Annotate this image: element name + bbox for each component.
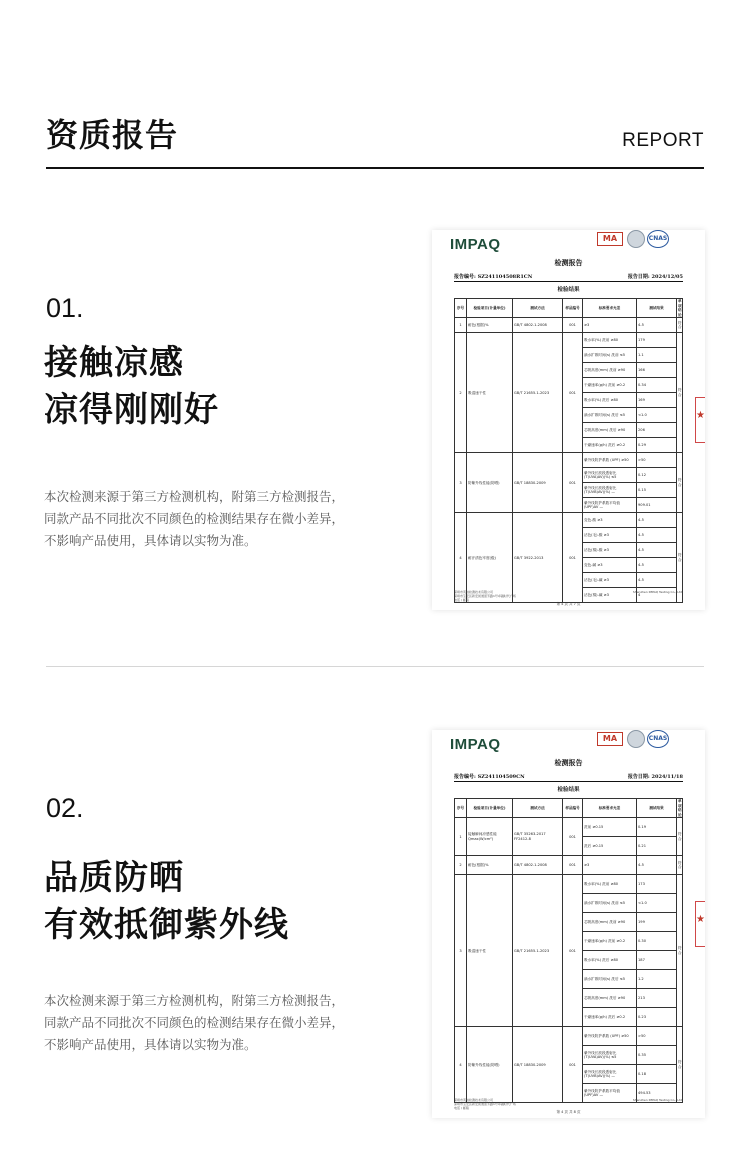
- report-footer: [454, 1098, 683, 1110]
- cell-method: GB/T 18830-2009: [513, 1027, 563, 1103]
- cell-result: >50: [637, 1027, 677, 1046]
- cell-requirement: ≥3: [583, 318, 637, 333]
- description-line-3: 不影响产品使用，具体请以实物为准。: [44, 1037, 257, 1052]
- cell-requirement: 紫外线长波段透射比 (T(UVB)AV)(%) —: [583, 483, 637, 498]
- ilac-mark-icon: [627, 730, 645, 748]
- cell-item: 吸湿速干性: [467, 333, 513, 453]
- cell-method: GB/T 4802.1-2008: [513, 318, 563, 333]
- cell-result: 4-5: [637, 528, 677, 543]
- cell-requirement: 滴水扩散时间(s) 洗后 ≤5: [583, 970, 637, 989]
- cell-conclusion: 符合: [677, 1027, 683, 1103]
- cell-method: GB/T 18830-2009: [513, 453, 563, 513]
- report-title: 检测报告: [554, 758, 583, 767]
- column-header: 测试方法: [513, 799, 563, 818]
- column-header: 单项结论: [678, 299, 682, 317]
- cell-result: 166: [637, 363, 677, 378]
- cell-sample: 001: [563, 1027, 583, 1103]
- test-report-image: [432, 230, 705, 610]
- cell-requirement: 变色-酸 ≥3: [583, 513, 637, 528]
- cell-result: 179: [637, 333, 677, 348]
- cell-requirement: 干燥速率(g/h) 洗后 ≥0.2: [583, 438, 637, 453]
- cell-requirement: 变色-碱 ≥3: [583, 558, 637, 573]
- footer-line: 深圳市宝安区新安街道留芳路1号卓越时代广场: [454, 594, 516, 598]
- page-header: [46, 0, 704, 170]
- cell-number: 3: [455, 875, 467, 1027]
- cell-method: GB/T 21655.1-2023: [513, 333, 563, 453]
- cell-requirement: 滴水扩散时间(s) 洗后 ≤5: [583, 408, 637, 423]
- test-report-image: [432, 730, 705, 1118]
- ilac-mark-icon: [627, 230, 645, 248]
- table-row: [455, 453, 683, 468]
- cell-number: 2: [455, 856, 467, 875]
- table-row: [455, 318, 683, 333]
- star-icon: ★: [696, 410, 705, 422]
- cell-requirement: 芯吸高度(mm) 洗后 ≥90: [583, 423, 637, 438]
- footer-line: 深圳市宝安区新安街道留芳路1号卓越时代广场: [454, 1102, 516, 1106]
- cell-requirement: ≥3: [583, 856, 637, 875]
- results-title: 检验结果: [557, 787, 580, 793]
- cell-requirement: 滴水扩散时间(s) 洗前 ≤5: [583, 894, 637, 913]
- cell-requirement: 芯吸高度(mm) 洗后 ≥90: [583, 989, 637, 1008]
- cell-requirement: 芯吸高度(mm) 洗前 ≥90: [583, 913, 637, 932]
- table-row: [455, 1027, 683, 1046]
- cell-conclusion: 符合: [677, 875, 683, 1027]
- report-number: 报告编号: SZ24110450​8R1CN: [454, 274, 533, 280]
- cell-result: 4-5: [637, 513, 677, 528]
- cell-sample: 001: [563, 318, 583, 333]
- cell-sample: 001: [563, 818, 583, 856]
- cell-method: GB/T 3922-2013: [513, 513, 563, 603]
- cell-result: 169: [637, 393, 677, 408]
- column-header: 标准要求允差: [583, 299, 637, 318]
- footer-line: 电话 / 邮箱: [454, 1106, 469, 1110]
- cell-item: 防紫外线性能(防晒): [467, 453, 513, 513]
- cell-item: 防紫外线性能(防晒): [467, 1027, 513, 1103]
- description-line-1: 本次检测来源于第三方检测机构，附第三方检测报告，: [44, 489, 345, 504]
- cell-requirement: 吸水率(%) 洗前 ≥80: [583, 333, 637, 348]
- cell-item: 耐色(根据)%: [467, 856, 513, 875]
- cell-conclusion: 符合: [677, 513, 683, 603]
- cnas-mark-icon: CNAS: [647, 730, 669, 748]
- table-row: [455, 856, 683, 875]
- cell-method: GB/T 4802.1-2008: [513, 856, 563, 875]
- star-icon: ★: [696, 913, 705, 925]
- cell-requirement: 紫外线防护系数平均值 (UPF)AV —: [583, 498, 637, 513]
- report-number: 报告编号: SZ24110450​9CN: [454, 774, 525, 780]
- cell-requirement: 吸水率(%) 洗前 ≥80: [583, 875, 637, 894]
- cell-sample: 001: [563, 513, 583, 603]
- section-number: 01.: [46, 293, 84, 323]
- page-title: 资质报告: [46, 116, 179, 154]
- cell-result: 0.18: [637, 1065, 677, 1084]
- results-title: 检验结果: [557, 287, 580, 293]
- cell-requirement: 紫外线防护系数 (UPF) ≥50: [583, 1027, 637, 1046]
- cell-requirement: 紫外线防护系数 (UPF) ≥50: [583, 453, 637, 468]
- description-line-2: 同款产品不同批次不同颜色的检测结果存在微小差异，: [44, 511, 345, 526]
- cell-requirement: 干燥速率(g/h) 洗前 ≥0.2: [583, 378, 637, 393]
- table-row: [455, 875, 683, 894]
- cell-requirement: 沾色(棉)-碱 ≥3: [583, 588, 637, 603]
- cell-sample: 001: [563, 453, 583, 513]
- seal-stamp: [695, 901, 705, 947]
- impaq-logo: IMPAQ: [450, 236, 501, 253]
- report-date: 报告日期: 2024/12/05: [627, 274, 683, 280]
- cell-requirement: 洗后 ≥0.15: [583, 837, 637, 856]
- footer-company-en: Shenzhen IMPAQ Testing Co., Ltd.: [632, 590, 683, 594]
- description-line-2: 同款产品不同批次不同颜色的检测结果存在微小差异，: [44, 1015, 345, 1030]
- cell-requirement: 洗前 ≥0.15: [583, 818, 637, 837]
- cell-result: 1.1: [637, 348, 677, 363]
- column-header: 样品编号: [563, 299, 583, 318]
- cma-mark-icon: MA: [597, 732, 623, 746]
- results-table: [454, 798, 683, 1103]
- cell-conclusion: 符合: [677, 818, 683, 856]
- cma-mark-icon: MA: [597, 232, 623, 246]
- cell-requirement: 紫外线长波段透射比 (T(UVA)AV)(%) ≤5: [583, 468, 637, 483]
- cell-requirement: 沾色(棉)-酸 ≥3: [583, 543, 637, 558]
- cell-number: 4: [455, 1027, 467, 1103]
- cell-item: 吸湿速干性: [467, 875, 513, 1027]
- footer-line: 深圳市英柏检测技术有限公司: [454, 1098, 494, 1102]
- cell-result: 0.35: [637, 1046, 677, 1065]
- report-meta: [454, 773, 683, 780]
- cell-result: 4-5: [637, 558, 677, 573]
- cell-number: 1: [455, 818, 467, 856]
- cell-requirement: 沾色(毛)-酸 ≥3: [583, 528, 637, 543]
- report-rule: [454, 781, 683, 782]
- table-header-row: [455, 799, 683, 818]
- section-headline: [44, 340, 219, 434]
- cell-result: 0.21: [637, 837, 677, 856]
- table-row: [455, 513, 683, 528]
- header-rule: [46, 167, 704, 169]
- footer-line: 电话 / 邮箱: [454, 598, 469, 602]
- cell-item: 耐色(根据)%: [467, 318, 513, 333]
- cell-sample: 001: [563, 875, 583, 1027]
- cell-result: 0.15: [637, 483, 677, 498]
- cell-requirement: 紫外线长波段透射比 (T(UVA)AV)(%) ≤5: [583, 1046, 637, 1065]
- table-row: [455, 333, 683, 348]
- headline-line-2: 凉得刚刚好: [44, 390, 219, 430]
- cell-conclusion: 符合: [677, 856, 683, 875]
- column-header: 测试方法: [513, 299, 563, 318]
- cell-result: 0.34: [637, 378, 677, 393]
- results-table: [454, 298, 683, 603]
- report-footer: [454, 590, 683, 602]
- cell-result: <1.0: [637, 894, 677, 913]
- cell-sample: 001: [563, 333, 583, 453]
- report-date: 报告日期: 2024/11/18: [627, 774, 683, 780]
- table-row: [455, 818, 683, 837]
- section-headline: [44, 855, 289, 949]
- cell-requirement: 干燥速率(g/h) 洗后 ≥0.2: [583, 1008, 637, 1027]
- cell-result: 1.2: [637, 970, 677, 989]
- cell-conclusion: 符合: [677, 453, 683, 513]
- report-rule: [454, 281, 683, 282]
- description-line-3: 不影响产品使用，具体请以实物为准。: [44, 533, 257, 548]
- column-header: 测试结果: [637, 799, 677, 818]
- cell-number: 2: [455, 333, 467, 453]
- cell-conclusion: 符合: [677, 318, 683, 333]
- cell-item: 耐汗渍色牢度(级): [467, 513, 513, 603]
- cell-number: 3: [455, 453, 467, 513]
- cell-sample: 001: [563, 856, 583, 875]
- report-meta: [454, 273, 683, 280]
- cell-result: <1.0: [637, 408, 677, 423]
- section-description: [44, 990, 394, 1056]
- cell-result: 909.01: [637, 498, 677, 513]
- cell-requirement: 沾色(毛)-碱 ≥3: [583, 573, 637, 588]
- section-number: 02.: [46, 793, 84, 823]
- column-header: 检验项目(计量单位): [467, 799, 513, 818]
- cell-result: 206: [637, 423, 677, 438]
- cell-result: 199: [637, 913, 677, 932]
- cell-number: 4: [455, 513, 467, 603]
- cell-method: GB/T 35263-2017 FF2412-8: [513, 818, 563, 856]
- cell-requirement: 芯吸高度(mm) 洗前 ≥90: [583, 363, 637, 378]
- cell-result: 0.12: [637, 468, 677, 483]
- column-header: 检验项目(计量单位): [467, 299, 513, 318]
- table-header-row: [455, 299, 683, 318]
- cell-result: 4-5: [637, 543, 677, 558]
- cell-item: 接触瞬间凉感性能 Qmax(W/cm²): [467, 818, 513, 856]
- section-description: [44, 486, 394, 552]
- cell-requirement: 干燥速率(g/h) 洗前 ≥0.2: [583, 932, 637, 951]
- cell-result: 494.53: [637, 1084, 677, 1103]
- cell-result: 187: [637, 951, 677, 970]
- cell-method: GB/T 21655.1-2023: [513, 875, 563, 1027]
- cell-result: 4: [637, 588, 677, 603]
- headline-line-2: 有效抵御紫外线: [44, 905, 289, 945]
- cell-number: 1: [455, 318, 467, 333]
- column-header: 测试结果: [637, 299, 677, 318]
- footer-line: 深圳市英柏检测技术有限公司: [454, 590, 494, 594]
- column-header: 序号: [455, 799, 467, 818]
- cell-result: 173: [637, 875, 677, 894]
- cell-requirement: 吸水率(%) 洗后 ≥80: [583, 951, 637, 970]
- cell-result: 213: [637, 989, 677, 1008]
- cell-result: 0.23: [637, 1008, 677, 1027]
- description-line-1: 本次检测来源于第三方检测机构，附第三方检测报告，: [44, 993, 345, 1008]
- cell-requirement: 紫外线长波段透射比 (T(UVB)AV)(%) —: [583, 1065, 637, 1084]
- column-header: 标准要求允差: [583, 799, 637, 818]
- report-title: 检测报告: [554, 258, 583, 267]
- section-divider: [46, 666, 704, 667]
- cell-result: 4-5: [637, 856, 677, 875]
- cell-result: 4-5: [637, 573, 677, 588]
- cell-conclusion: 符合: [677, 333, 683, 453]
- page-label: REPORT: [622, 130, 704, 151]
- footer-company-en: Shenzhen IMPAQ Testing Co., Ltd.: [632, 1098, 683, 1102]
- column-header: 单项结论: [678, 799, 682, 817]
- cell-result: 4-5: [637, 318, 677, 333]
- cell-result: 0.29: [637, 438, 677, 453]
- cell-requirement: 吸水率(%) 洗后 ≥80: [583, 393, 637, 408]
- seal-stamp: [695, 397, 705, 443]
- cell-result: >50: [637, 453, 677, 468]
- cell-result: 0.19: [637, 818, 677, 837]
- page-number: 第 4 页 共 8 页: [556, 1110, 581, 1114]
- headline-line-1: 接触凉感: [44, 343, 184, 383]
- cell-result: 0.30: [637, 932, 677, 951]
- page-number: 第 4 页 共 7 页: [556, 602, 581, 606]
- cell-requirement: 紫外线防护系数平均值 (UPF)AV —: [583, 1084, 637, 1103]
- headline-line-1: 品质防晒: [44, 858, 184, 898]
- impaq-logo: IMPAQ: [450, 736, 501, 753]
- column-header: 样品编号: [563, 799, 583, 818]
- cnas-mark-icon: CNAS: [647, 230, 669, 248]
- column-header: 序号: [455, 299, 467, 318]
- cell-requirement: 滴水扩散时间(s) 洗前 ≤5: [583, 348, 637, 363]
